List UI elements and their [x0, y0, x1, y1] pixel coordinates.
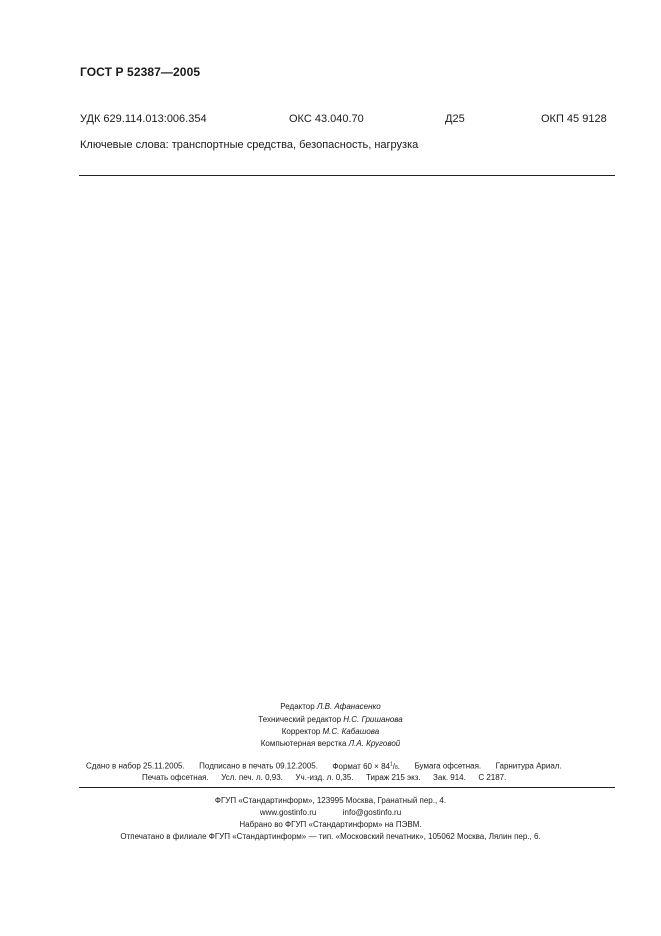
order-number: Зак. 914.: [433, 773, 466, 782]
credit-role: Компьютерная верстка: [260, 739, 349, 748]
typeset-note: Набрано во ФГУП «Стандартинформ» на ПЭВМ.: [239, 820, 422, 829]
credit-person: Л.А. Круговой: [348, 739, 401, 748]
imprint-line-2: [142, 773, 506, 782]
print-sheets: Усл. печ. л. 0,93.: [221, 773, 283, 782]
format-value: Формат $60 \times 84^1/8$.: [332, 761, 401, 771]
oks-code: ОКС 43.040.70: [289, 113, 364, 125]
d-code: Д25: [445, 113, 465, 125]
credit-role: Редактор: [280, 702, 317, 711]
imprint-line-1: [86, 761, 562, 771]
website-link[interactable]: www.gostinfo.ru: [259, 808, 317, 817]
typeset-date: Сдано в набор 25.11.2005.: [86, 761, 185, 771]
keywords-line: Ключевые слова: транспортные средства, безопасность, нагрузка: [80, 139, 419, 151]
publisher-contacts: [0, 808, 661, 817]
typeface: Гарнитура Ариал.: [495, 761, 562, 771]
publisher-address: ФГУП «Стандартинформ», 123995 Москва, Гранатный пер., 4.: [214, 796, 447, 805]
printer-note: Отпечатано в филиале ФГУП «Стандартинформ» — тип. «Московский печатник», 105062 Москва, Лялин пер., 6.: [120, 832, 541, 841]
credit-line: [0, 727, 661, 736]
paper-type: Бумага офсетная.: [414, 761, 482, 771]
credit-line: [0, 739, 661, 748]
credit-person: Л.В. Афанасенко: [316, 702, 381, 711]
credit-person: М.С. Кабашова: [322, 727, 380, 736]
email-link[interactable]: info@gostinfo.ru: [342, 808, 402, 817]
pub-sheets: Уч.-изд. л. 0,35.: [295, 773, 354, 782]
credit-line: [0, 702, 661, 711]
printing-type: Печать офсетная.: [142, 773, 209, 782]
credit-role: Корректор: [281, 727, 323, 736]
credit-line: [0, 715, 661, 724]
top-divider: [79, 175, 615, 176]
okp-code: ОКП 45 9128: [541, 113, 607, 125]
credit-role: Технический редактор: [258, 715, 344, 724]
standard-title: ГОСТ Р 52387—2005: [80, 65, 201, 79]
print-run: Тираж 215 экз.: [365, 773, 421, 782]
signed-date: Подписано в печать 09.12.2005.: [199, 761, 318, 771]
bottom-divider: [79, 787, 615, 788]
credit-person: Н.С. Гришанова: [343, 715, 403, 724]
c-number: С 2187.: [478, 773, 507, 782]
udk-code: УДК 629.114.013:006.354: [80, 113, 207, 125]
